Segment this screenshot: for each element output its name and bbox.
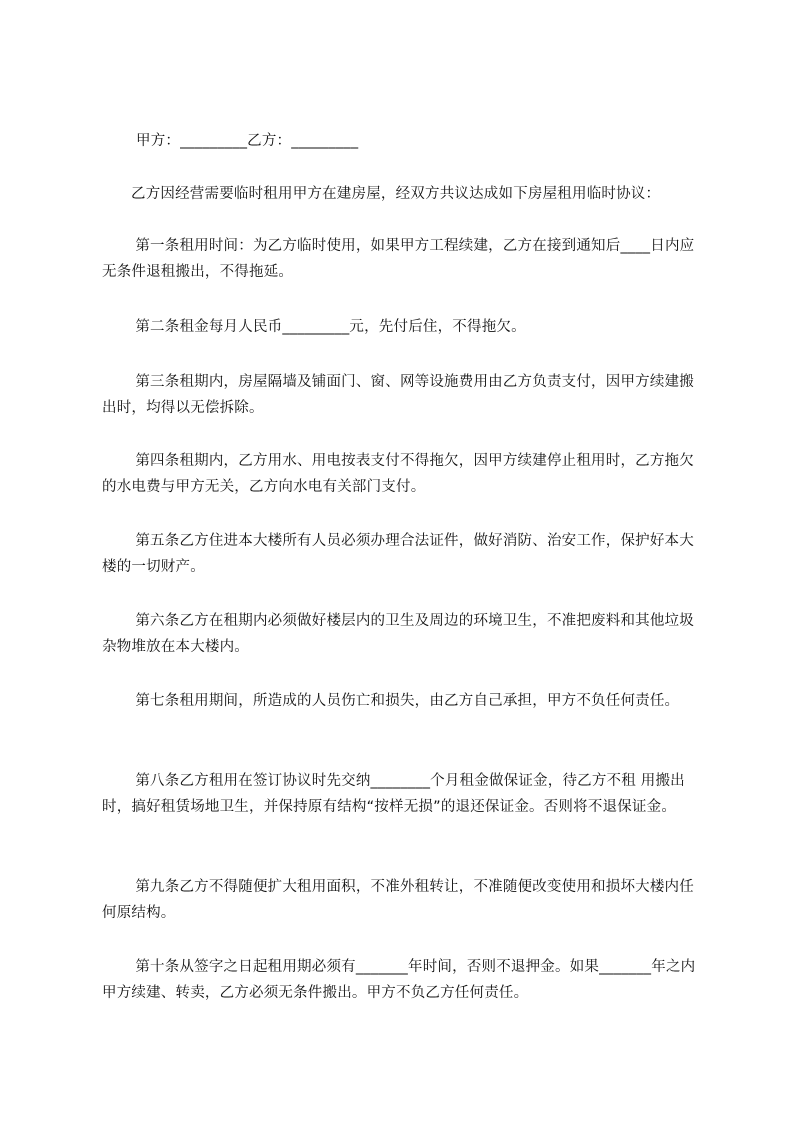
article-9: 第九条乙方不得随便扩大租用面积，不准外租转让，不准随便改变使用和损坏大楼内任何原结构。 <box>102 879 694 921</box>
article-3: 第三条租期内，房屋隔墙及铺面门、窗、网等设施费用由乙方负责支付，因甲方续建搬出时，均得以无偿拆除。 <box>102 374 694 416</box>
intro-paragraph: 乙方因经营需要临时租用甲方在建房屋，经双方共议达成如下房屋租用临时协议： <box>131 186 661 202</box>
article-1: 第一条租用时间：为乙方临时使用，如果甲方工程续建，乙方在接到通知后____日内应无条件退租搬出，不得拖延。 <box>102 238 695 280</box>
article-7: 第七条租用期间，所造成的人员伤亡和损失，由乙方自己承担，甲方不负任何责任。 <box>135 693 680 709</box>
article-2: 第二条租金每月人民币_________元，先付后住，不得拖欠。 <box>135 319 526 335</box>
article-6: 第六条乙方在租期内必须做好楼层内的卫生及周边的环境卫生，不准把废料和其他垃圾杂物堆放在本大楼内。 <box>102 613 694 655</box>
article-10: 第十条从签字之日起租用期必须有_______年时间，否则不退押金。如果_______年之内甲方续建、转卖，乙方必须无条件搬出。甲方不负乙方任何责任。 <box>102 959 696 1001</box>
article-5: 第五条乙方住进本大楼所有人员必须办理合法证件，做好消防、治安工作，保护好本大楼的一切财产。 <box>102 533 694 575</box>
article-4: 第四条租期内，乙方用水、用电按表支付不得拖欠，因甲方续建停止租用时，乙方拖欠的水电费与甲方无关，乙方向水电有关部门支付。 <box>102 453 694 495</box>
parties-line: 甲方：_________乙方：_________ <box>136 133 359 149</box>
article-8: 第八条乙方租用在签订协议时先交纳________个月租金做保证金，待乙方不租 用搬出时，搞好租赁场地卫生，并保持原有结构“按样无损”的退还保证金。否则将不退保证金。 <box>102 773 685 815</box>
